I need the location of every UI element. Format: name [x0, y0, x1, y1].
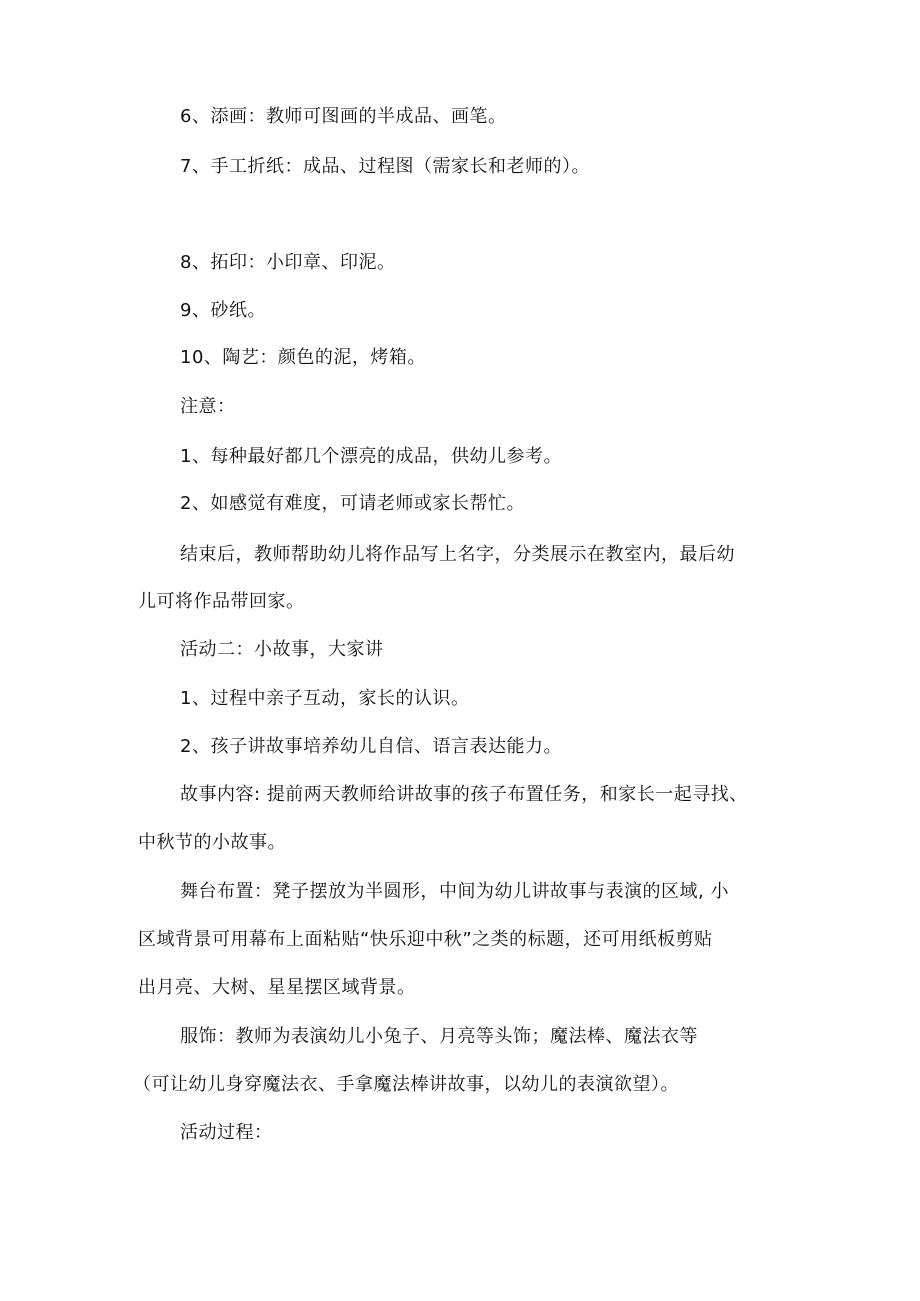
- story-content-line-2: 中秋节的小故事。: [138, 832, 286, 853]
- item-9-line: 9、砂纸。: [180, 300, 266, 321]
- item-6-line: 6、添画：教师可图画的半成品、画笔。: [180, 106, 507, 127]
- stage-setup-line-2: 区域背景可用幕布上面粘贴“快乐迎中秋”之类的标题，还可用纸板剪贴: [138, 929, 713, 950]
- story-content-line-1: 故事内容: 提前两天教师给讲故事的孩子布置任务，和家长一起寻找、: [180, 784, 748, 805]
- item-7-line: 7、手工折纸：成品、过程图（需家长和老师的）。: [180, 156, 590, 177]
- activity-two-item-2: 2、孩子讲故事培养幼儿自信、语言表达能力。: [180, 736, 562, 757]
- paragraph-ending-line-2: 儿可将作品带回家。: [138, 591, 305, 612]
- item-8-line: 8、拓印：小印章、印泥。: [180, 252, 396, 273]
- stage-setup-line-1: 舞台布置：凳子摆放为半圆形，中间为幼儿讲故事与表演的区域, 小: [180, 881, 729, 902]
- note-item-2: 2、如感觉有难度，可请老师或家长帮忙。: [180, 493, 525, 514]
- note-heading: 注意：: [180, 396, 236, 417]
- activity-process-heading: 活动过程：: [180, 1122, 273, 1143]
- activity-two-heading: 活动二：小故事，大家讲: [180, 639, 384, 660]
- costume-line-2: （可让幼儿身穿魔法衣、手拿魔法棒讲故事，以幼儿的表演欲望）。: [133, 1074, 679, 1095]
- costume-line-1: 服饰：教师为表演幼儿小兔子、月亮等头饰；魔法棒、魔法衣等: [180, 1026, 698, 1047]
- activity-two-item-1: 1、过程中亲子互动，家长的认识。: [180, 688, 470, 709]
- item-10-line: 10、陶艺：颜色的泥，烤箱。: [180, 347, 426, 368]
- paragraph-ending-line-1: 结束后，教师帮助幼儿将作品写上名字，分类展示在教室内，最后幼: [180, 544, 735, 565]
- note-item-1: 1、每种最好都几个漂亮的成品，供幼儿参考。: [180, 446, 562, 467]
- stage-setup-line-3: 出月亮、大树、星星摆区域背景。: [138, 977, 416, 998]
